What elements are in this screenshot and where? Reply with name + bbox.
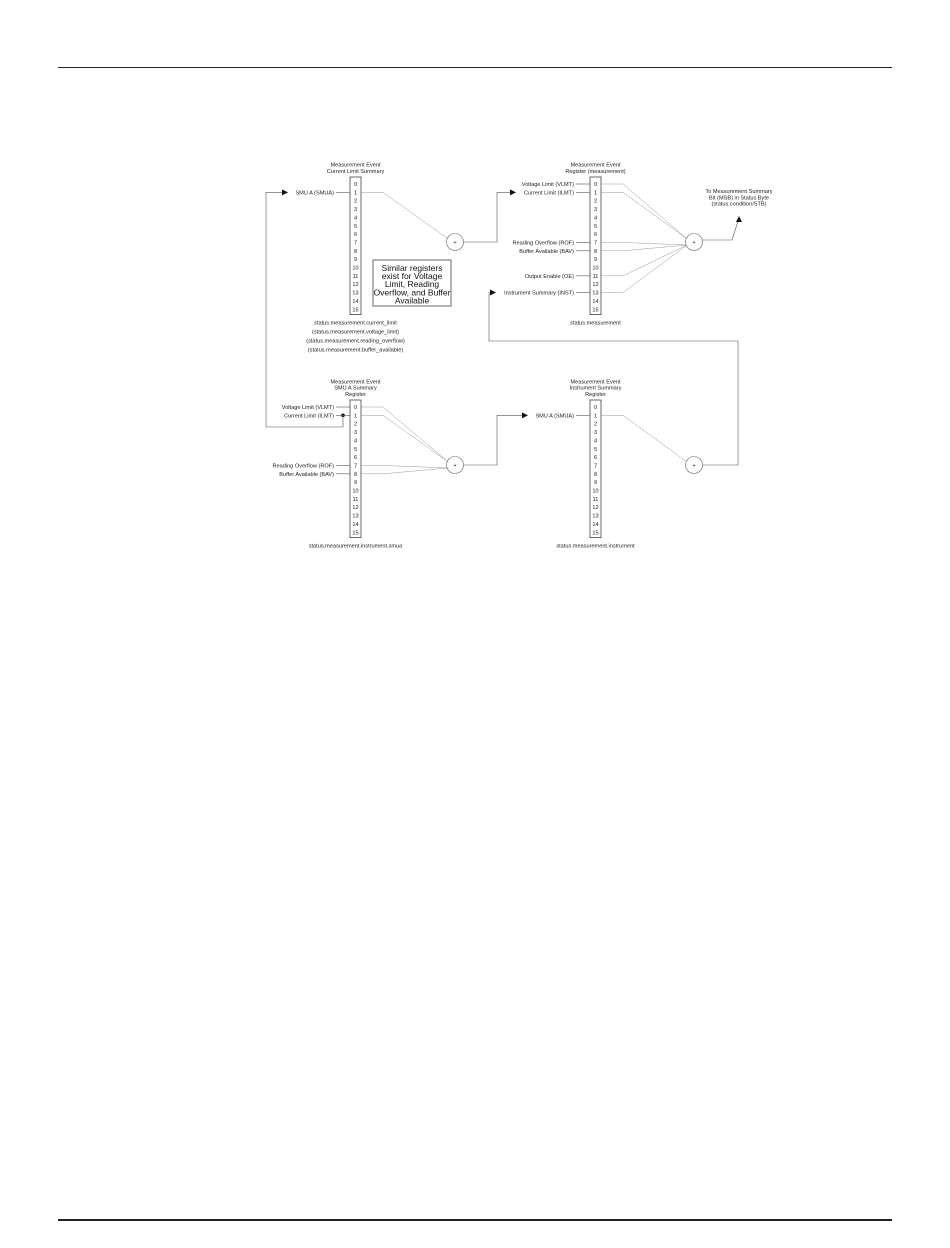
smua-summary-bit-14: 14 bbox=[352, 521, 359, 528]
smua-summary-bit-1: 1 bbox=[353, 413, 358, 420]
instrument-summary-bit-4: 4 bbox=[593, 438, 598, 445]
smua-summary-bit-10: 10 bbox=[352, 488, 359, 495]
measurement-input-label-bit-8: Buffer Available (BAV) bbox=[519, 248, 574, 255]
current-limit-bit-14: 14 bbox=[352, 298, 359, 305]
measurement-bit-14: 14 bbox=[592, 298, 599, 305]
smua-summary-bit-8: 8 bbox=[353, 471, 358, 478]
current-limit-fan-bit-1 bbox=[361, 192, 448, 239]
smua-summary-input-label-bit-1: Current Limit (ILMT) bbox=[283, 413, 334, 420]
or-gate-symbol-c: + bbox=[453, 463, 457, 469]
measurement-bit-7: 7 bbox=[593, 240, 598, 247]
connector-measurement-to-status-byte bbox=[703, 218, 740, 240]
measurement-fan-bit-11 bbox=[601, 245, 687, 276]
instrument-summary-bit-7: 7 bbox=[593, 463, 598, 470]
instrument-summary-title-line: Measurement Event bbox=[570, 379, 621, 386]
instrument-summary-bit-3: 3 bbox=[593, 430, 598, 437]
measurement-bit-6: 6 bbox=[593, 232, 598, 239]
measurement-fan-bit-8 bbox=[601, 245, 687, 251]
instrument-summary-bit-11: 11 bbox=[592, 496, 599, 503]
current-limit-bit-4: 4 bbox=[353, 215, 358, 222]
current-limit-bit-15: 15 bbox=[352, 307, 359, 314]
current-limit-bit-8: 8 bbox=[353, 248, 358, 255]
measurement-bit-10: 10 bbox=[592, 265, 599, 272]
status-byte-label-line: To Measurement Summary bbox=[705, 189, 773, 195]
smua-summary-bit-4: 4 bbox=[353, 438, 358, 445]
instrument-summary-bit-14: 14 bbox=[592, 521, 599, 528]
current-limit-bit-0: 0 bbox=[353, 182, 358, 188]
or-gate-symbol-a: + bbox=[453, 240, 457, 246]
current-limit-bit-10: 10 bbox=[352, 265, 359, 272]
smua-summary-bit-11: 11 bbox=[352, 496, 359, 503]
note-box-line: Available bbox=[394, 295, 430, 306]
current-limit-bit-12: 12 bbox=[352, 282, 359, 289]
smua-summary-bit-12: 12 bbox=[352, 505, 359, 512]
current-limit-bit-3: 3 bbox=[353, 207, 358, 214]
instrument-summary-bit-0: 0 bbox=[593, 405, 598, 411]
arrow-smua-ilmt-to-current-limit bbox=[282, 189, 288, 195]
instrument-summary-title-line: Instrument Summary bbox=[569, 385, 622, 392]
current-limit-bit-6: 6 bbox=[353, 232, 358, 239]
instrument-summary-input-label-bit-1: SMU A (SMUA) bbox=[535, 413, 574, 420]
smua-summary-bit-15: 15 bbox=[352, 530, 359, 537]
registers bbox=[272, 163, 635, 550]
measurement-input-label-bit-1: Current Limit (ILMT) bbox=[523, 190, 574, 197]
measurement-fan-bit-1 bbox=[601, 192, 687, 239]
smua-summary-bit-13: 13 bbox=[352, 513, 359, 520]
status-byte-label-line: Bit (MSB) in Status Byte bbox=[709, 195, 769, 202]
instrument-summary-bit-15: 15 bbox=[592, 530, 599, 537]
measurement-fan-bit-13 bbox=[601, 245, 687, 293]
measurement-bit-0: 0 bbox=[593, 182, 598, 188]
instrument-summary-bit-13: 13 bbox=[592, 513, 599, 520]
instrument-summary-bit-10: 10 bbox=[592, 488, 599, 495]
measurement-bit-4: 4 bbox=[593, 215, 598, 222]
current-limit-caption: (status.measurement.voltage_limit) bbox=[311, 329, 400, 336]
measurement-register bbox=[504, 163, 626, 327]
instrument-summary-bit-8: 8 bbox=[593, 471, 598, 478]
current-limit-caption: (status.measurement.buffer_available) bbox=[307, 347, 404, 354]
smua-summary-fan-bit-1 bbox=[361, 415, 448, 462]
current-limit-register bbox=[295, 163, 404, 354]
current-limit-bit-9: 9 bbox=[353, 257, 358, 264]
or-gate-symbol-b: + bbox=[692, 240, 696, 246]
smua-summary-bit-9: 9 bbox=[353, 480, 358, 487]
measurement-bit-9: 9 bbox=[593, 257, 598, 264]
instrument-summary-bit-1: 1 bbox=[593, 413, 598, 420]
instrument-summary-bit-9: 9 bbox=[593, 480, 598, 487]
arrow-measurement-to-status-byte bbox=[736, 216, 742, 222]
current-limit-bit-5: 5 bbox=[353, 223, 358, 230]
instrument-summary-fan-bit-1 bbox=[601, 415, 687, 462]
measurement-input-label-bit-13: Instrument Summary (INST) bbox=[504, 290, 574, 297]
footer-rule bbox=[58, 1219, 892, 1221]
smua-summary-fan-bit-7 bbox=[361, 465, 448, 468]
note-box-line: Overflow, and Buffer bbox=[373, 287, 451, 298]
smua-summary-bit-0: 0 bbox=[353, 405, 358, 411]
current-limit-input-label-bit-1: SMU A (SMUA) bbox=[295, 190, 334, 197]
current-limit-title-line: Current Limit Summary bbox=[326, 169, 385, 175]
current-limit-caption: (status.measurement.reading_overflow) bbox=[306, 338, 405, 345]
status-byte-label-line: (status.condition/STB) bbox=[711, 201, 767, 208]
measurement-caption: status.measurement bbox=[570, 320, 621, 327]
instrument-summary-bit-6: 6 bbox=[593, 455, 598, 462]
connector-current-limit-to-measurement bbox=[464, 192, 513, 242]
connector-smua-ilmt-to-current-limit bbox=[266, 192, 343, 427]
arrow-current-limit-to-measurement bbox=[510, 189, 516, 195]
note-box-line: Limit, Reading bbox=[384, 279, 440, 290]
measurement-input-label-bit-7: Reading Overflow (ROF) bbox=[512, 240, 574, 247]
note-box bbox=[373, 260, 451, 306]
current-limit-bit-2: 2 bbox=[353, 198, 358, 205]
current-limit-caption: status.measurement.current_limit bbox=[314, 320, 397, 327]
arrow-instrument-to-measurement bbox=[490, 290, 496, 296]
current-limit-bit-1: 1 bbox=[353, 190, 358, 197]
smua-summary-fan-bit-8 bbox=[361, 468, 448, 474]
measurement-title-line: Register (measurement) bbox=[565, 169, 626, 175]
or-gate-symbol-d: + bbox=[692, 463, 696, 469]
instrument-summary-register bbox=[535, 379, 635, 549]
instrument-summary-bit-2: 2 bbox=[593, 421, 598, 428]
current-limit-bit-7: 7 bbox=[353, 240, 358, 247]
note-box-line: Similar registers bbox=[381, 263, 443, 273]
measurement-bit-3: 3 bbox=[593, 207, 598, 214]
current-limit-bit-13: 13 bbox=[352, 290, 359, 297]
current-limit-bit-11: 11 bbox=[352, 273, 359, 280]
measurement-bit-8: 8 bbox=[593, 248, 598, 255]
smua-summary-caption: status.measurement.instrument.smua bbox=[308, 543, 403, 550]
measurement-fan-bit-7 bbox=[601, 242, 687, 245]
current-limit-title-line: Measurement Event bbox=[330, 162, 381, 169]
instrument-summary-bit-12: 12 bbox=[592, 505, 599, 512]
smua-summary-bit-7: 7 bbox=[353, 463, 358, 470]
smua-summary-title-line: Register bbox=[345, 392, 366, 398]
instrument-summary-caption: status.measurement.instrument bbox=[556, 543, 635, 550]
measurement-bit-1: 1 bbox=[593, 190, 598, 197]
arrow-smua-to-instrument bbox=[522, 412, 528, 418]
smua-summary-bit-6: 6 bbox=[353, 455, 358, 462]
smua-summary-register bbox=[272, 379, 403, 549]
measurement-bit-11: 11 bbox=[592, 273, 599, 280]
smua-summary-input-label-bit-8: Buffer Available (BAV) bbox=[279, 471, 334, 478]
instrument-summary-bit-5: 5 bbox=[593, 446, 598, 453]
measurement-bit-5: 5 bbox=[593, 223, 598, 230]
measurement-input-label-bit-0: Voltage Limit (VLMT) bbox=[521, 182, 574, 188]
connector-smua-to-instrument bbox=[464, 415, 525, 465]
measurement-input-label-bit-11: Output Enable (OE) bbox=[524, 273, 574, 280]
measurement-title-line: Measurement Event bbox=[570, 162, 621, 169]
smua-summary-title-line: Measurement Event bbox=[330, 379, 381, 386]
instrument-summary-title-line: Register bbox=[585, 392, 606, 398]
smua-summary-bit-2: 2 bbox=[353, 421, 358, 428]
smua-summary-bit-5: 5 bbox=[353, 446, 358, 453]
smua-summary-title-line: SMU A Summary bbox=[334, 385, 377, 392]
measurement-bit-15: 15 bbox=[592, 307, 599, 314]
smua-summary-input-label-bit-0: Voltage Limit (VLMT) bbox=[281, 405, 334, 411]
smua-summary-input-label-bit-7: Reading Overflow (ROF) bbox=[272, 463, 334, 470]
measurement-bit-13: 13 bbox=[592, 290, 599, 297]
measurement-bit-12: 12 bbox=[592, 282, 599, 289]
smua-summary-bit-3: 3 bbox=[353, 430, 358, 437]
note-box-line: exist for Voltage bbox=[381, 271, 443, 282]
measurement-bit-2: 2 bbox=[593, 198, 598, 205]
